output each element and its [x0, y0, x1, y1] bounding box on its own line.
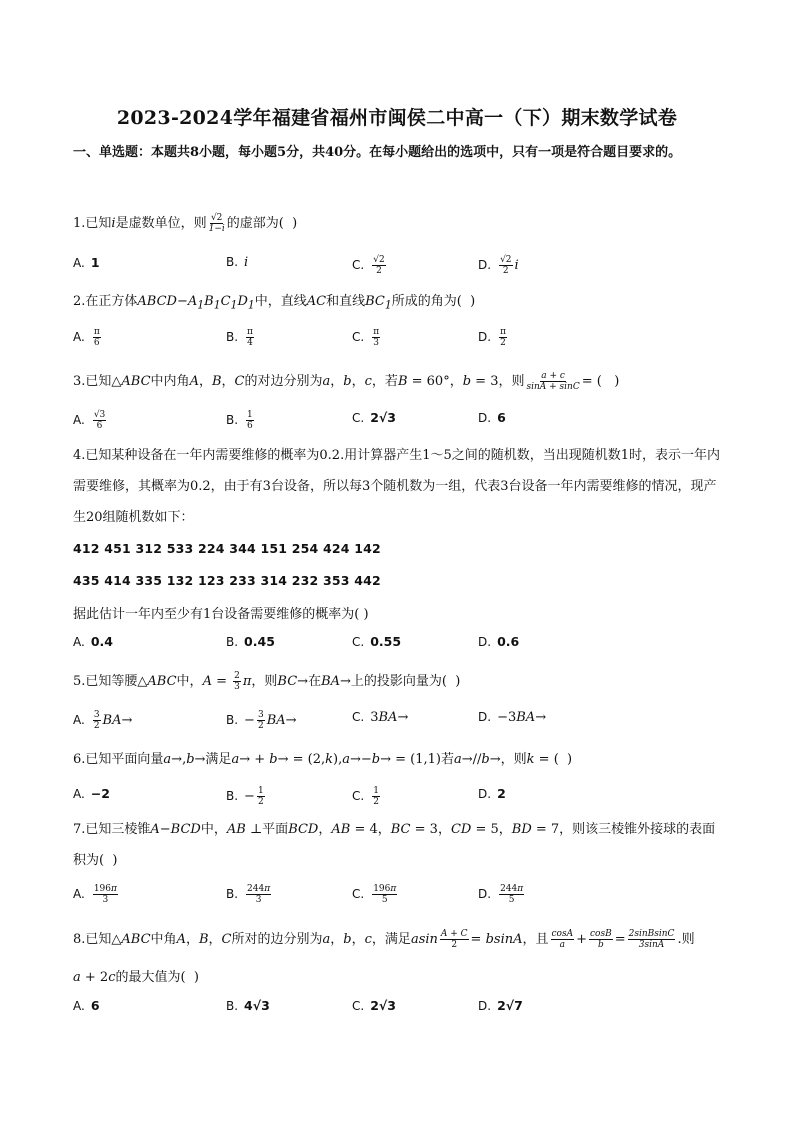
question-2-stem: 2.在正方体$ABCD-A_1B_1C_1D_1$中，直线AC和直线$BC_1$所成的角为( ): [73, 294, 476, 312]
question-1-options: [73, 255, 723, 279]
option-a: A. $\frac{√3}{6}$: [73, 410, 106, 431]
question-3-stem: 3.已知△ABC中内角A，B，C的对边分别为a，b，c，若B = 60°，b = 3，则 $\frac{a + c}{\sin A + \sin C}$ = ( ): [73, 371, 620, 392]
option-c: C. $\frac{\pi}{3}$: [352, 327, 380, 348]
option-c: C. $\frac{1}{2}$: [352, 786, 379, 807]
option-b: B. i: [226, 255, 249, 270]
question-7-options: [73, 884, 723, 908]
option-a: A. −2: [73, 786, 110, 801]
question-3-options: [73, 410, 723, 434]
option-d: D. $\frac{√2}{2}$ i: [478, 255, 519, 276]
option-d: D. −3BA→: [478, 710, 547, 725]
option-a: A. 0.4: [73, 634, 113, 649]
question-4-options: [73, 634, 723, 658]
random-digits-row-2: 435 414 335 132 123 233 314 232 353 442: [73, 573, 381, 588]
option-a: A. $\frac{\pi}{6}$: [73, 327, 100, 348]
question-5-stem: 5.已知等腰△ABC中，A = $\frac{2}{3}$ π，则BC→在BA→上的投影向量为( ): [73, 671, 461, 692]
option-d: D. $\frac{244\pi}{5}$: [478, 884, 524, 905]
question-7-stem: 7.已知三棱锥A−BCD中，AB ⊥平面BCD，AB = 4，BC = 3，CD = 5，BD = 7，则该三棱锥外接球的表面积为( ): [73, 822, 716, 868]
question-5-options: [73, 710, 723, 734]
option-c: C. $\frac{√2}{2}$: [352, 255, 385, 276]
option-b: B. $\frac{244\pi}{3}$: [226, 884, 271, 905]
question-6-stem: 6.已知平面向量a→,b→满足a→ + b→ = (2,k),a→−b→ = (1,1)若a→//b→，则k = ( ): [73, 752, 573, 767]
option-d: D. $\frac{\pi}{2}$: [478, 327, 506, 348]
option-c: C. 3BA→: [352, 710, 409, 725]
question-8-stem-cont: a + 2c的最大值为( ): [73, 970, 199, 985]
option-b: B. − $\frac{3}{2}$ BA→: [226, 710, 297, 731]
option-d: D. 2√7: [478, 998, 523, 1013]
option-b: B. 4√3: [226, 998, 270, 1013]
option-c: C. $\frac{196\pi}{5}$: [352, 884, 397, 905]
option-a: A. $\frac{3}{2}$ BA→: [73, 710, 133, 731]
option-d: D. 2: [478, 786, 506, 801]
option-c: C. 2√3: [352, 998, 396, 1013]
option-c: C. 0.55: [352, 634, 402, 649]
option-b: B. $\frac{\pi}{4}$: [226, 327, 253, 348]
question-2-options: [73, 327, 723, 351]
option-b: B. − $\frac{1}{2}$: [226, 786, 264, 807]
question-1-stem: 1.已知i是虚数单位，则 $\frac{√2}{1-i}$ 的虚部为( ): [73, 213, 298, 234]
question-6-options: [73, 786, 723, 810]
option-c: C. 2√3: [352, 410, 396, 425]
question-4-tail: 据此估计一年内至少有1台设备需要维修的概率为( ): [73, 607, 369, 622]
option-a: A. 1: [73, 255, 100, 270]
option-a: A. 6: [73, 998, 100, 1013]
random-digits-row-1: 412 451 312 533 224 344 151 254 424 142: [73, 541, 381, 556]
option-b: B. $\frac{1}{6}$: [226, 410, 253, 431]
question-4-stem: 4.已知某种设备在一年内需要维修的概率为0.2.用计算器产生1～5之间的随机数，当出现随机数1时，表示一年内需要维修，其概率为0.2，由于有3台设备，所以每3个随机数为一组，代表3台设备一年内需要维修的情况，现产生20组随机数如下：: [73, 448, 721, 525]
question-8-options: [73, 998, 723, 1022]
section-heading: 一、单选题：本题共8小题，每小题5分，共40分。在每小题给出的选项中，只有一项是符合题目要求的。: [73, 145, 682, 160]
option-a: A. $\frac{196\pi}{3}$: [73, 884, 117, 905]
option-d: D. 6: [478, 410, 506, 425]
option-b: B. 0.45: [226, 634, 275, 649]
page-title: 2023-2024学年福建省福州市闽侯二中高一（下）期末数学试卷: [116, 107, 678, 129]
option-d: D. 0.6: [478, 634, 520, 649]
question-8-stem: 8.已知△ABC中角A，B，C所对的边分别为a，b，c，满足asin $\frac{A + C}{2}$ = bsinA，且 $\frac{\cos A}{a}$ + $\frac{\cos B}{b}$ = $\frac{\text{2sinBsinC}}{3\sin A}$ .则: [73, 929, 695, 950]
